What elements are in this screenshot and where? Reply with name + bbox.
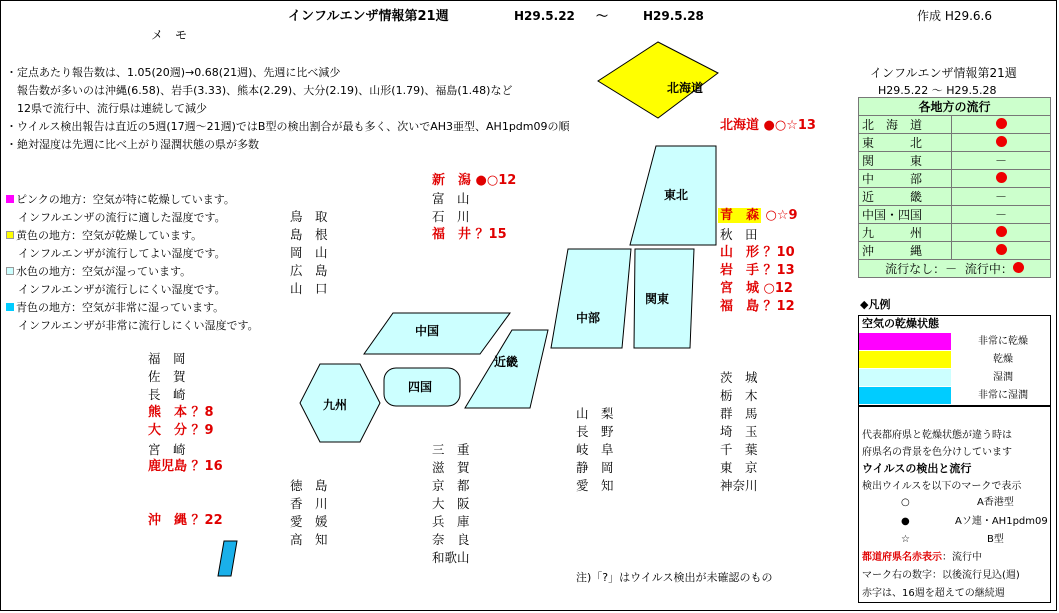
humidity-legend-box (858, 315, 1051, 406)
region-kinki-label: 近畿 (494, 355, 519, 369)
status-row-chubu: 中 部 (859, 170, 1051, 188)
pref-nara: 奈 良 (432, 532, 470, 547)
note-line-2: 府県名の背景を色分けしています (862, 447, 1012, 458)
pref-nagasaki: 長 崎 (148, 387, 186, 402)
pref-akita: 秋 田 (720, 227, 758, 242)
pref-fukushima: 福 島 ？12 (720, 299, 795, 314)
red-display-note: 都道府県名赤表示：流行中 (862, 552, 982, 563)
region-chubu-label: 中部 (576, 311, 601, 325)
pref-miyazaki: 宮 崎 (148, 442, 186, 457)
pref-kumamoto: 熊 本 ？8 (148, 405, 214, 420)
pref-tottori: 鳥 取 (290, 209, 328, 224)
mark-b-label: B型 (987, 534, 1004, 545)
map-note: 注)「?」はウイルス検出が未確認のもの (576, 571, 773, 584)
region-chugoku-label: 中国 (415, 324, 440, 338)
memo-line-5: ・絶対湿度は先週に比べ上がり湿潤状態の県が多数 (6, 138, 259, 151)
legend-swatch-very-dry (859, 333, 951, 350)
pref-ishikawa: 石 川 (432, 209, 470, 224)
pref-hokkaido: 北海道 ●○☆13 (720, 118, 816, 133)
active-dot-icon (996, 136, 1007, 147)
region-status-table (858, 97, 1051, 278)
pref-yamaguchi: 山 口 (290, 281, 328, 296)
mark-h1pdm-label: Aソ連・AH1pdm09 (955, 516, 1048, 527)
status-table-header: 各地方の流行 (859, 98, 1051, 116)
status-row-chugoku-shikoku: 中国・四国 － (859, 206, 1051, 224)
pref-kyoto: 京 都 (432, 478, 470, 493)
memo-heading: メ モ (151, 28, 188, 42)
legend-swatch-humid (859, 369, 951, 386)
active-dot-icon (996, 118, 1007, 129)
region-okinawa (218, 541, 237, 576)
date-from: H29.5.22 (514, 9, 575, 23)
pref-shizuoka: 静 岡 (576, 460, 614, 475)
pref-toyama: 富 山 (432, 191, 470, 206)
humidity-legend-blue: 青色の地方：空気が非常に湿っています。 (6, 301, 224, 315)
pref-shiga: 滋 賀 (432, 460, 470, 475)
pref-kagoshima: 鹿児島 ？16 (148, 459, 223, 474)
region-tohoku-label: 東北 (664, 188, 689, 202)
legend-box-title: 空気の乾燥状態 (862, 317, 939, 330)
status-table-footer: 流行なし：－ 流行中： (859, 260, 1051, 278)
mark-hongkong-label: A香港型 (977, 497, 1014, 508)
humidity-legend-yellow: 黄色の地方：空気が乾燥しています。 (6, 229, 202, 243)
pref-fukuoka: 福 岡 (148, 351, 186, 366)
legend-label-very-dry: 非常に乾燥 (978, 336, 1028, 347)
active-dot-icon (996, 172, 1007, 183)
pref-aichi: 愛 知 (576, 478, 614, 493)
pref-ibaraki: 茨 城 (720, 370, 758, 385)
pref-yamanashi: 山 梨 (576, 406, 614, 421)
pref-tokushima: 徳 島 (290, 478, 328, 493)
pref-kochi: 高 知 (290, 532, 328, 547)
pref-iwate: 岩 手 ？13 (720, 263, 795, 278)
pref-osaka: 大 阪 (432, 496, 470, 511)
legend-swatch-very-humid (859, 387, 951, 404)
pref-gifu: 岐 阜 (576, 442, 614, 457)
pref-mie: 三 重 (432, 442, 470, 457)
pref-gunma: 群 馬 (720, 406, 758, 421)
mark-h1pdm-icon: ● (901, 516, 910, 527)
active-dot-icon (996, 244, 1007, 255)
pref-hyogo: 兵 庫 (432, 514, 470, 529)
note-line-1: 代表都府県と乾燥状態が違う時は (862, 430, 1012, 441)
pref-saitama: 埼 玉 (720, 424, 758, 439)
date-tilde: ～ (596, 9, 609, 23)
status-row-kinki: 近 畿 － (859, 188, 1051, 206)
virus-desc: 検出ウイルスを以下のマークで表示 (862, 481, 1022, 492)
legend-label-dry: 乾燥 (993, 354, 1013, 365)
pref-okinawa: 沖 縄 ？22 (148, 513, 223, 528)
pref-yamagata: 山 形 ？10 (720, 245, 795, 260)
pref-tochigi: 栃 木 (720, 388, 758, 403)
humidity-legend-pink-sub: インフルエンザの流行に適した湿度です。 (18, 211, 226, 224)
side-period: H29.5.22 ～ H29.5.28 (878, 84, 997, 97)
report-title: インフルエンザ情報第21週 (288, 9, 449, 24)
legend-title: ◆凡例 (860, 298, 891, 311)
status-row-hokkaido: 北 海 道 (859, 116, 1051, 134)
mark-hongkong-icon: ○ (901, 497, 910, 508)
active-dot-icon (996, 226, 1007, 237)
status-row-kyushu: 九 州 (859, 224, 1051, 242)
active-dot-icon (1013, 262, 1024, 273)
virus-notes-box (858, 406, 1051, 603)
side-title: インフルエンザ情報第21週 (870, 66, 1017, 80)
memo-line-2: 報告数が多いのは沖縄(6.58)、岩手(3.33)、熊本(2.29)、大分(2.19)、山形(1.79)、福島(1.48)など (6, 84, 513, 97)
mark-b-icon: ☆ (901, 534, 910, 545)
pref-fukui: 福 井 ？15 (432, 227, 507, 242)
region-hokkaido (598, 42, 718, 118)
region-shikoku-label: 四国 (408, 380, 433, 394)
red-text-note: 赤字は、16週を超えての継続週 (862, 588, 1005, 599)
memo-line-3: 12県で流行中、流行県は連続して減少 (6, 102, 207, 115)
humidity-legend-cyan-sub: インフルエンザが流行しにくい湿度です。 (18, 283, 226, 296)
date-to: H29.5.28 (643, 9, 704, 23)
humidity-legend-cyan: 水色の地方：空気が湿っています。 (6, 265, 191, 279)
memo-line-1: ・定点あたり報告数は、1.05(20週)→0.68(21週)、先週に比べ減少 (6, 66, 341, 79)
region-kanto-label: 関東 (645, 292, 670, 306)
legend-swatch-dry (859, 351, 951, 368)
mark-right-note: マーク右の数字：以後流行見込(週) (862, 570, 1020, 581)
status-row-okinawa: 沖 縄 (859, 242, 1051, 260)
pref-niigata: 新 潟 ●○12 (432, 173, 517, 188)
pref-nagano: 長 野 (576, 424, 614, 439)
pref-aomori: 青 森 ○☆9 (720, 208, 798, 223)
pref-shimane: 島 根 (290, 227, 328, 242)
pref-chiba: 千 葉 (720, 442, 758, 457)
memo-line-4: ・ウイルス検出報告は直近の5週(17週～21週)ではB型の検出割合が最も多く、次いでAH3亜型、AH1pdm09の順 (6, 120, 570, 133)
pref-tokyo: 東 京 (720, 460, 758, 475)
region-hokkaido-label: 北海道 (667, 81, 704, 95)
created-date: 作成 H29.6.6 (917, 9, 993, 23)
pref-wakayama: 和歌山 (432, 550, 470, 565)
pref-oita: 大 分 ？9 (148, 423, 214, 438)
humidity-legend-pink: ピンクの地方：空気が特に乾燥しています。 (6, 193, 235, 207)
humidity-legend-blue-sub: インフルエンザが非常に流行しにくい湿度です。 (18, 319, 259, 332)
pref-kagawa: 香 川 (290, 496, 328, 511)
pref-miyagi: 宮 城 ○12 (720, 281, 793, 296)
pref-ehime: 愛 媛 (290, 514, 328, 529)
humidity-legend-yellow-sub: インフルエンザが流行してよい湿度です。 (18, 247, 226, 260)
pref-okayama: 岡 山 (290, 245, 328, 260)
pref-hiroshima: 広 島 (290, 263, 328, 278)
status-row-tohoku: 東 北 (859, 134, 1051, 152)
legend-label-very-humid: 非常に湿潤 (978, 390, 1028, 401)
virus-title: ウイルスの検出と流行 (862, 462, 972, 475)
region-chubu (551, 249, 631, 348)
legend-label-humid: 湿潤 (993, 372, 1013, 383)
status-row-kanto: 関 東 － (859, 152, 1051, 170)
region-kyushu-label: 九州 (323, 398, 348, 412)
pref-kanagawa: 神奈川 (720, 478, 758, 493)
pref-saga: 佐 賀 (148, 369, 186, 384)
